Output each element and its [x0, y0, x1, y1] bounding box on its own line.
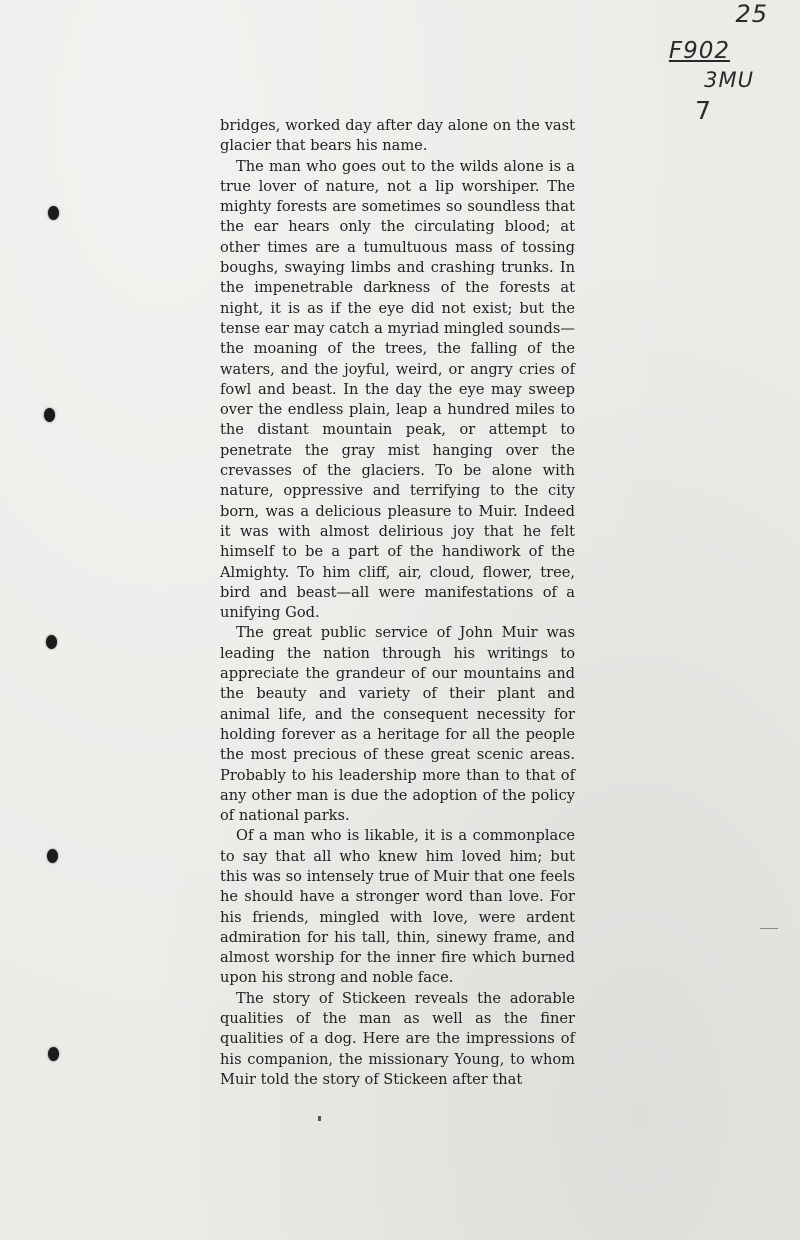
punch-hole	[46, 635, 57, 649]
body-text	[220, 116, 575, 1090]
handwritten-catalog-sub: 3MU	[704, 68, 754, 92]
paragraph-wilds: The man who goes out to the wilds alone is a true lover of nature, not a lip worshiper. The mighty forests are sometimes so soundless that the ear hears only the circulating blood; at other times are a tumultuous mass of tossing boughs, swaying limbs and crashing trunks. In the impenetrable darkness of the forests at night, it is as if the eye did not exist; but the tense ear may catch a myriad mingled sounds—the moaning of the trees, the falling of the waters, and the joyful, weird, or angry cries of fowl and beast. In the day the eye may sweep over the endless plain, leap a hundred miles to the distant mountain peak, or attempt to penetrate the gray mist hanging over the crevasses of the glaciers. To be alone with nature, oppressive and terrifying to the city born, was a delicious pleasure to Muir. Indeed it was with almost delirious joy that he felt himself to be a part of the handiwork of the Almighty. To him cliff, air, cloud, flower, tree, bird and beast—all were manifestations of a unifying God.	[220, 157, 575, 622]
paragraph-public-service: The great public service of John Muir was leading the nation through his writings to appreciate the grandeur of our mountains and the beauty and variety of their plant and animal life, and the consequent necessity for holding forever as a heritage for all the people the most precious of these great scenic areas. Probably to his leadership more than to that of any other man is due the adoption of the policy of national parks.	[220, 624, 575, 825]
ink-speck	[318, 1116, 321, 1121]
handwritten-catalog-code: F902	[668, 38, 730, 64]
handwritten-page-number: 25	[735, 0, 768, 28]
paragraph-likable: Of a man who is likable, it is a commonplace to say that all who knew him loved him; but this was so intensely true of Muir that one feels he should have a stronger word than love. For his friends, mingled with love, were ardent admiration for his tall, thin, sinewy frame, and almost worship for the inner fire which burned upon his strong and noble face.	[220, 827, 575, 987]
handwritten-catalog-number: 7	[695, 96, 712, 125]
edge-mark	[760, 928, 778, 929]
punch-hole	[44, 408, 55, 422]
punch-hole	[47, 849, 58, 863]
punch-hole	[48, 206, 59, 220]
paragraph-stickeen: The story of Stickeen reveals the adorable qualities of the man as well as the finer qualities of a dog. Here are the impressions of his companion, the missionary Young, to whom Muir told the story of Stickeen after that	[220, 989, 575, 1088]
paragraph-continuation: bridges, worked day after day alone on the vast glacier that bears his name.	[220, 117, 575, 155]
punch-hole	[48, 1047, 59, 1061]
